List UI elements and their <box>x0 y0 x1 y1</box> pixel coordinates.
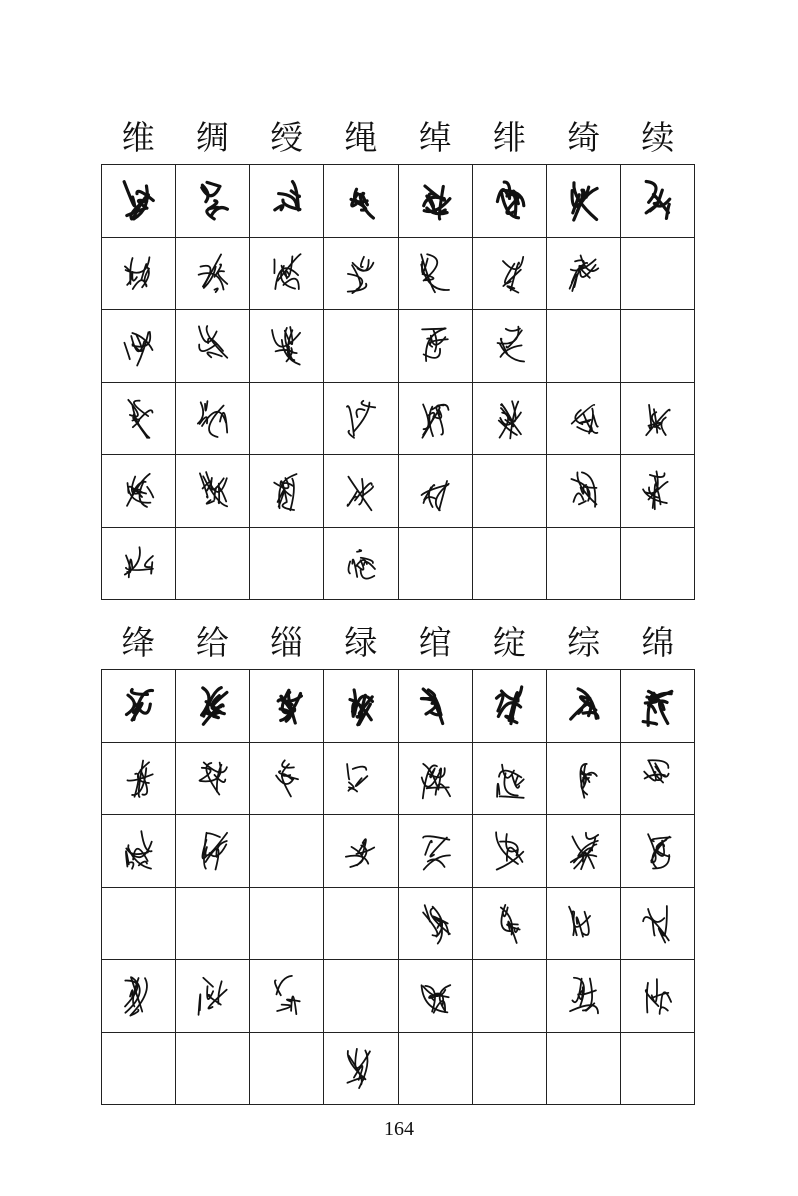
seal-glyph-cell <box>547 743 621 816</box>
seal-glyph-cell <box>102 743 176 816</box>
seal-glyph <box>621 743 694 815</box>
page-number: 164 <box>384 1118 414 1140</box>
seal-glyph <box>399 670 472 742</box>
header-char: 绸 <box>195 118 229 157</box>
seal-glyph-cell <box>473 165 547 238</box>
header-char: 综 <box>567 623 601 662</box>
seal-glyph-cell <box>324 455 398 528</box>
seal-glyph <box>473 383 546 455</box>
seal-glyph-cell <box>324 670 398 743</box>
seal-glyph <box>547 238 620 310</box>
seal-glyph <box>547 670 620 742</box>
seal-glyph-cell <box>547 455 621 528</box>
seal-glyph-cell <box>324 383 398 456</box>
seal-glyph-cell <box>473 238 547 311</box>
seal-glyph-cell <box>399 743 473 816</box>
seal-glyph <box>102 960 175 1032</box>
empty-cell <box>621 238 695 311</box>
seal-glyph <box>621 888 694 960</box>
seal-glyph-cell <box>473 310 547 383</box>
seal-glyph <box>547 455 620 527</box>
seal-glyph-cell <box>102 815 176 888</box>
seal-glyph-cell <box>473 670 547 743</box>
seal-glyph <box>399 238 472 310</box>
seal-glyph <box>621 960 694 1032</box>
seal-glyph <box>473 888 546 960</box>
seal-glyph-cell <box>621 165 695 238</box>
seal-glyph-cell <box>324 238 398 311</box>
header-char: 绿 <box>344 623 378 662</box>
character-table-1 <box>101 112 695 600</box>
seal-glyph-cell <box>399 670 473 743</box>
seal-glyph-cell <box>621 888 695 961</box>
seal-glyph <box>102 455 175 527</box>
header-char: 绳 <box>344 118 378 157</box>
seal-glyph-cell <box>176 310 250 383</box>
seal-grid-2 <box>101 669 695 1105</box>
empty-cell <box>399 528 473 601</box>
seal-glyph <box>250 165 323 237</box>
seal-glyph-cell <box>324 815 398 888</box>
header-char: 维 <box>121 118 155 157</box>
seal-glyph-cell <box>547 238 621 311</box>
seal-glyph <box>102 528 175 600</box>
seal-glyph <box>176 743 249 815</box>
header-char: 给 <box>195 623 229 662</box>
empty-cell <box>250 815 324 888</box>
empty-cell <box>621 310 695 383</box>
seal-glyph <box>473 165 546 237</box>
seal-glyph <box>176 310 249 382</box>
seal-glyph-cell <box>399 455 473 528</box>
empty-cell <box>176 1033 250 1106</box>
seal-glyph-cell <box>621 960 695 1033</box>
empty-cell <box>324 310 398 383</box>
seal-glyph <box>102 165 175 237</box>
empty-cell <box>621 1033 695 1106</box>
header-char: 绯 <box>492 118 526 157</box>
empty-cell <box>250 383 324 456</box>
seal-glyph <box>324 165 397 237</box>
empty-cell <box>102 1033 176 1106</box>
header-char: 绛 <box>121 623 155 662</box>
seal-glyph-cell <box>473 383 547 456</box>
seal-glyph <box>621 670 694 742</box>
seal-glyph <box>250 455 323 527</box>
seal-glyph <box>621 455 694 527</box>
seal-glyph <box>102 815 175 887</box>
seal-glyph <box>250 238 323 310</box>
seal-glyph-cell <box>621 815 695 888</box>
header-char: 缁 <box>270 623 304 662</box>
seal-glyph <box>399 310 472 382</box>
seal-glyph <box>102 670 175 742</box>
seal-glyph <box>547 165 620 237</box>
seal-glyph-cell <box>324 165 398 238</box>
seal-glyph <box>473 815 546 887</box>
seal-glyph <box>399 165 472 237</box>
seal-glyph-cell <box>176 815 250 888</box>
character-table-2 <box>101 617 695 1105</box>
seal-glyph-cell <box>399 815 473 888</box>
seal-glyph <box>176 455 249 527</box>
seal-glyph <box>399 815 472 887</box>
seal-glyph-cell <box>547 960 621 1033</box>
header-char: 绰 <box>418 118 452 157</box>
seal-glyph <box>399 960 472 1032</box>
seal-glyph <box>102 743 175 815</box>
seal-glyph <box>250 670 323 742</box>
header-char: 绵 <box>641 623 675 662</box>
seal-glyph-cell <box>250 670 324 743</box>
seal-glyph-cell <box>176 670 250 743</box>
seal-glyph <box>102 238 175 310</box>
seal-glyph-cell <box>250 310 324 383</box>
seal-glyph-cell <box>547 165 621 238</box>
seal-glyph <box>176 165 249 237</box>
seal-glyph <box>473 310 546 382</box>
seal-glyph <box>324 1033 397 1105</box>
seal-glyph-cell <box>250 238 324 311</box>
seal-glyph-cell <box>399 165 473 238</box>
seal-glyph <box>176 670 249 742</box>
empty-cell <box>399 1033 473 1106</box>
seal-glyph <box>547 743 620 815</box>
seal-glyph-cell <box>547 815 621 888</box>
seal-glyph <box>324 238 397 310</box>
seal-glyph <box>250 310 323 382</box>
seal-glyph <box>473 670 546 742</box>
seal-glyph-cell <box>176 960 250 1033</box>
seal-glyph <box>102 310 175 382</box>
seal-glyph-cell <box>547 888 621 961</box>
seal-glyph <box>176 238 249 310</box>
seal-glyph <box>399 383 472 455</box>
seal-glyph-cell <box>250 455 324 528</box>
header-row-1 <box>101 112 695 164</box>
seal-glyph-cell <box>399 310 473 383</box>
seal-glyph <box>621 815 694 887</box>
seal-glyph-cell <box>399 383 473 456</box>
seal-glyph-cell <box>399 888 473 961</box>
header-row-2 <box>101 617 695 669</box>
seal-glyph-cell <box>250 960 324 1033</box>
seal-glyph <box>547 960 620 1032</box>
seal-grid-1 <box>101 164 695 600</box>
empty-cell <box>250 888 324 961</box>
seal-glyph-cell <box>102 960 176 1033</box>
seal-glyph-cell <box>102 165 176 238</box>
header-char: 绶 <box>270 118 304 157</box>
seal-glyph-cell <box>102 383 176 456</box>
seal-glyph-cell <box>102 310 176 383</box>
seal-glyph-cell <box>324 743 398 816</box>
seal-glyph <box>176 815 249 887</box>
seal-glyph-cell <box>176 165 250 238</box>
seal-glyph-cell <box>621 383 695 456</box>
seal-glyph <box>547 888 620 960</box>
seal-glyph <box>399 888 472 960</box>
header-char: 绽 <box>492 623 526 662</box>
seal-glyph <box>102 383 175 455</box>
seal-glyph-cell <box>621 455 695 528</box>
seal-glyph-cell <box>324 1033 398 1106</box>
seal-glyph <box>621 165 694 237</box>
seal-glyph-cell <box>102 528 176 601</box>
seal-glyph-cell <box>621 743 695 816</box>
header-char: 绮 <box>567 118 601 157</box>
seal-glyph <box>547 383 620 455</box>
seal-glyph <box>473 238 546 310</box>
seal-glyph <box>324 815 397 887</box>
header-char: 绾 <box>418 623 452 662</box>
empty-cell <box>250 528 324 601</box>
empty-cell <box>473 528 547 601</box>
seal-glyph-cell <box>176 238 250 311</box>
seal-glyph-cell <box>621 670 695 743</box>
seal-glyph-cell <box>250 743 324 816</box>
empty-cell <box>473 1033 547 1106</box>
empty-cell <box>547 528 621 601</box>
empty-cell <box>473 455 547 528</box>
seal-glyph-cell <box>399 960 473 1033</box>
seal-glyph-cell <box>547 383 621 456</box>
seal-glyph <box>250 743 323 815</box>
empty-cell <box>102 888 176 961</box>
header-char: 续 <box>641 118 675 157</box>
empty-cell <box>324 960 398 1033</box>
seal-glyph-cell <box>102 455 176 528</box>
seal-glyph-cell <box>176 743 250 816</box>
seal-glyph-cell <box>399 238 473 311</box>
seal-glyph-cell <box>176 383 250 456</box>
seal-glyph-cell <box>473 888 547 961</box>
empty-cell <box>176 888 250 961</box>
seal-glyph <box>399 743 472 815</box>
seal-glyph-cell <box>547 670 621 743</box>
seal-glyph-cell <box>250 165 324 238</box>
empty-cell <box>547 310 621 383</box>
seal-glyph-cell <box>473 815 547 888</box>
seal-glyph <box>324 383 397 455</box>
seal-glyph <box>176 383 249 455</box>
seal-glyph-cell <box>473 743 547 816</box>
seal-glyph <box>473 743 546 815</box>
empty-cell <box>250 1033 324 1106</box>
empty-cell <box>176 528 250 601</box>
empty-cell <box>547 1033 621 1106</box>
seal-glyph-cell <box>324 528 398 601</box>
seal-glyph <box>547 815 620 887</box>
seal-glyph <box>621 383 694 455</box>
empty-cell <box>473 960 547 1033</box>
seal-glyph <box>324 670 397 742</box>
seal-glyph-cell <box>176 455 250 528</box>
seal-glyph <box>250 960 323 1032</box>
seal-glyph <box>324 528 397 600</box>
seal-glyph <box>176 960 249 1032</box>
empty-cell <box>621 528 695 601</box>
seal-glyph-cell <box>102 238 176 311</box>
seal-glyph <box>399 455 472 527</box>
seal-glyph <box>324 455 397 527</box>
seal-glyph <box>324 743 397 815</box>
empty-cell <box>324 888 398 961</box>
seal-glyph-cell <box>102 670 176 743</box>
